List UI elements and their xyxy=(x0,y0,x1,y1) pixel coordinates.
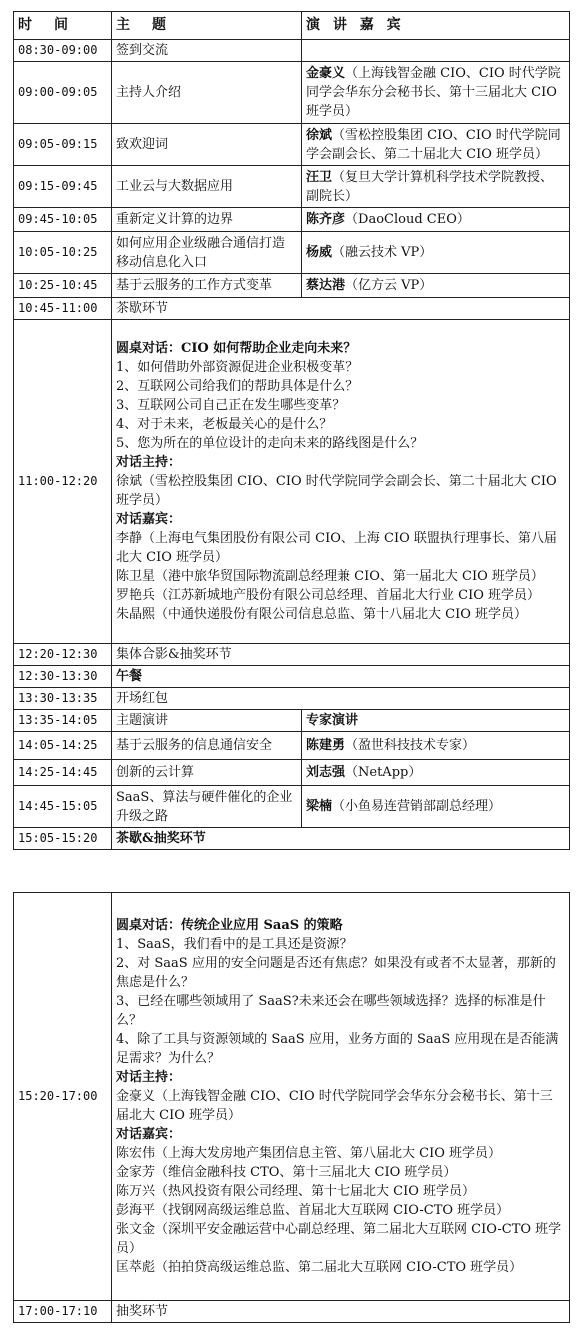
guest-entry: 彭海平（找钢网高级运维总监、首届北大互联网 CIO-CTO 班学员） xyxy=(116,1203,510,1218)
row-topic: 开场红包 xyxy=(112,688,570,710)
guest-name: 刘志强 xyxy=(306,765,346,780)
table-row xyxy=(14,710,570,732)
table-row xyxy=(14,166,570,208)
agenda-table-morning xyxy=(13,11,570,850)
row-topic: 工业云与大数据应用 xyxy=(112,166,302,208)
guest-entry: 陈宏伟（上海大发房地产集团信息主管、第八届北大 CIO 班学员） xyxy=(116,1146,502,1161)
header-guest: 演 讲 嘉 宾 xyxy=(302,12,570,40)
row-time: 09:15-09:45 xyxy=(14,166,112,208)
guest-entry: 匡萃彪（拍拍贷高级运维总监、第二届北大互联网 CIO-CTO 班学员） xyxy=(116,1260,523,1275)
guest-title: （融云技术 VP） xyxy=(332,245,433,260)
row-topic: 主持人介绍 xyxy=(112,62,302,124)
guest-entry: 张文金（深圳平安金融运营中心副总经理、第二届北大互联网 CIO-CTO 班学员） xyxy=(116,1222,562,1256)
row-topic: 创新的云计算 xyxy=(112,760,302,786)
roundtable-question: 3、已经在哪些领域用了 SaaS?未来还会在哪些领域选择？选择的标准是什么？ xyxy=(116,994,546,1028)
row-topic: 抽奖环节 xyxy=(112,1301,570,1323)
guest-name: 金豪义 xyxy=(306,66,346,81)
row-topic: 致欢迎词 xyxy=(112,124,302,166)
row-guest xyxy=(302,274,570,298)
table-row xyxy=(14,1301,570,1323)
roundtable-row xyxy=(14,320,570,644)
row-time: 13:30-13:35 xyxy=(14,688,112,710)
guest-name: 徐斌 xyxy=(306,127,333,143)
row-time: 09:05-09:15 xyxy=(14,124,112,166)
table-row xyxy=(14,124,570,166)
row-time: 10:45-11:00 xyxy=(14,298,112,320)
guest-title: （盈世科技技术专家） xyxy=(345,738,476,753)
table-row xyxy=(14,298,570,320)
row-guest xyxy=(302,232,570,274)
guest-name: 陈齐彦 xyxy=(306,212,346,227)
row-guest xyxy=(302,732,570,760)
row-time: 14:45-15:05 xyxy=(14,786,112,828)
table-row xyxy=(14,644,570,666)
table-row xyxy=(14,760,570,786)
row-topic: 如何应用企业级融合通信打造移动信息化入口 xyxy=(112,232,302,274)
roundtable-content xyxy=(112,893,570,1301)
roundtable-question: 2、互联网公司给我们的帮助具体是什么？ xyxy=(116,379,359,394)
guest-entry: 陈卫星（港中旅华贸国际物流副总经理兼 CIO、第一届北大 CIO 班学员） xyxy=(116,569,544,584)
row-time: 09:00-09:05 xyxy=(14,62,112,124)
row-time: 17:00-17:10 xyxy=(14,1301,112,1323)
row-topic: 基于云服务的工作方式变革 xyxy=(112,274,302,298)
row-topic: 主题演讲 xyxy=(112,710,302,732)
roundtable-question: 5、您为所在的单位设计的走向未来的路线图是什么？ xyxy=(116,436,424,451)
roundtable-question: 3、互联网公司自己正在发生哪些变革？ xyxy=(116,398,346,413)
guest-name: 杨威 xyxy=(306,245,333,260)
roundtable-title: 圆桌对话：CIO 如何帮助企业走向未来？ xyxy=(116,341,357,356)
table-header xyxy=(14,12,570,40)
guest-title: （小鱼易连营销部副总经理） xyxy=(332,799,502,814)
table-row xyxy=(14,786,570,828)
row-guest xyxy=(302,166,570,208)
agenda-table-afternoon xyxy=(13,892,570,1323)
row-guest xyxy=(302,760,570,786)
row-topic: 签到交流 xyxy=(112,40,302,62)
row-time: 09:45-10:05 xyxy=(14,208,112,232)
row-time: 14:05-14:25 xyxy=(14,732,112,760)
row-guest xyxy=(302,40,570,62)
row-topic: 茶歇&抽奖环节 xyxy=(112,828,570,850)
table-row xyxy=(14,208,570,232)
row-time: 14:25-14:45 xyxy=(14,760,112,786)
table-row xyxy=(14,274,570,298)
table-row xyxy=(14,688,570,710)
row-time: 10:05-10:25 xyxy=(14,232,112,274)
host-label: 对话主持： xyxy=(116,1070,182,1085)
roundtable-content xyxy=(112,320,570,644)
guest-entry: 朱晶熙（中通快递股份有限公司信息总监、第十八届北大 CIO 班学员） xyxy=(116,607,528,622)
table-row xyxy=(14,732,570,760)
host-name: 徐斌（雪松控股集团 CIO、CIO 时代学院同学会副会长、第二十届北大 CIO 班学员） xyxy=(116,474,557,508)
guest-entry: 李静（上海电气集团股份有限公司 CIO、上海 CIO 联盟执行理事长、第八届北大 CIO 班学员） xyxy=(116,531,557,565)
row-topic: SaaS、算法与硬件催化的企业升级之路 xyxy=(112,786,302,828)
roundtable-question: 1、如何借助外部资源促进企业积极变革？ xyxy=(116,360,359,375)
guests-label: 对话嘉宾： xyxy=(116,1127,182,1142)
guest-title: （雪松控股集团 CIO、CIO 时代学院同学会副会长、第二十届北大 CIO 班学员） xyxy=(306,127,561,162)
header-time: 时 间 xyxy=(14,12,112,40)
row-guest xyxy=(302,786,570,828)
roundtable-question: 4、除了工具与资源领域的 SaaS 应用，业务方面的 SaaS 应用现在是否能满足需求？为什么？ xyxy=(116,1032,559,1066)
roundtable-question: 4、对于未来，老板最关心的是什么？ xyxy=(116,417,333,432)
roundtable-title: 圆桌对话：传统企业应用 SaaS 的策略 xyxy=(116,918,343,933)
guest-name: 蔡达港 xyxy=(306,278,346,293)
row-time: 13:35-14:05 xyxy=(14,710,112,732)
guests-label: 对话嘉宾： xyxy=(116,512,182,527)
row-topic: 重新定义计算的边界 xyxy=(112,208,302,232)
guest-entry: 陈万兴（热风投资有限公司经理、第十七届北大 CIO 班学员） xyxy=(116,1184,476,1199)
row-time: 12:30-13:30 xyxy=(14,666,112,688)
guest-title: （复旦大学计算机科学技术学院教授、副院长） xyxy=(306,169,554,204)
guest-entry: 金家芳（维信金融科技 CTO、第十三届北大 CIO 班学员） xyxy=(116,1165,457,1180)
row-time: 08:30-09:00 xyxy=(14,40,112,62)
row-time: 12:20-12:30 xyxy=(14,644,112,666)
row-guest xyxy=(302,208,570,232)
guest-name: 陈建勇 xyxy=(306,738,346,753)
roundtable-row xyxy=(14,893,570,1301)
host-label: 对话主持： xyxy=(116,455,182,470)
row-time: 11:00-12:20 xyxy=(14,320,112,644)
guest-title: （DaoCloud CEO） xyxy=(345,212,470,227)
guest-entry: 罗艳兵（江苏新城地产股份有限公司总经理、首届北大行业 CIO 班学员） xyxy=(116,588,541,603)
row-guest: 专家演讲 xyxy=(302,710,570,732)
table-row xyxy=(14,828,570,850)
row-guest xyxy=(302,62,570,124)
roundtable-question: 2、对 SaaS 应用的安全问题是否还有焦虑？如果没有或者不太显著，那新的焦虑是什么？ xyxy=(116,956,556,990)
roundtable-question: 1、SaaS，我们看中的是工具还是资源？ xyxy=(116,937,353,952)
row-time: 10:25-10:45 xyxy=(14,274,112,298)
guest-title: （上海钱智金融 CIO、CIO 时代学院同学会华东分会秘书长、第十三届北大 CIO 班学员） xyxy=(306,66,561,119)
host-name: 金豪义（上海钱智金融 CIO、CIO 时代学院同学会华东分会秘书长、第十三届北大 CIO 班学员） xyxy=(116,1089,553,1123)
table-row xyxy=(14,40,570,62)
guest-title: （亿方云 VP） xyxy=(345,278,433,293)
row-guest xyxy=(302,124,570,166)
header-topic: 主 题 xyxy=(112,12,302,40)
guest-name: 汪卫 xyxy=(306,169,333,185)
row-topic: 茶歇环节 xyxy=(112,298,570,320)
row-time: 15:20-17:00 xyxy=(14,893,112,1301)
row-time: 15:05-15:20 xyxy=(14,828,112,850)
table-row xyxy=(14,62,570,124)
row-topic: 集体合影&抽奖环节 xyxy=(112,644,570,666)
row-topic: 午餐 xyxy=(112,666,570,688)
guest-name: 梁楠 xyxy=(306,799,333,814)
guest-title: （NetApp） xyxy=(345,765,422,780)
table-row xyxy=(14,232,570,274)
table-row xyxy=(14,666,570,688)
row-topic: 基于云服务的信息通信安全 xyxy=(112,732,302,760)
